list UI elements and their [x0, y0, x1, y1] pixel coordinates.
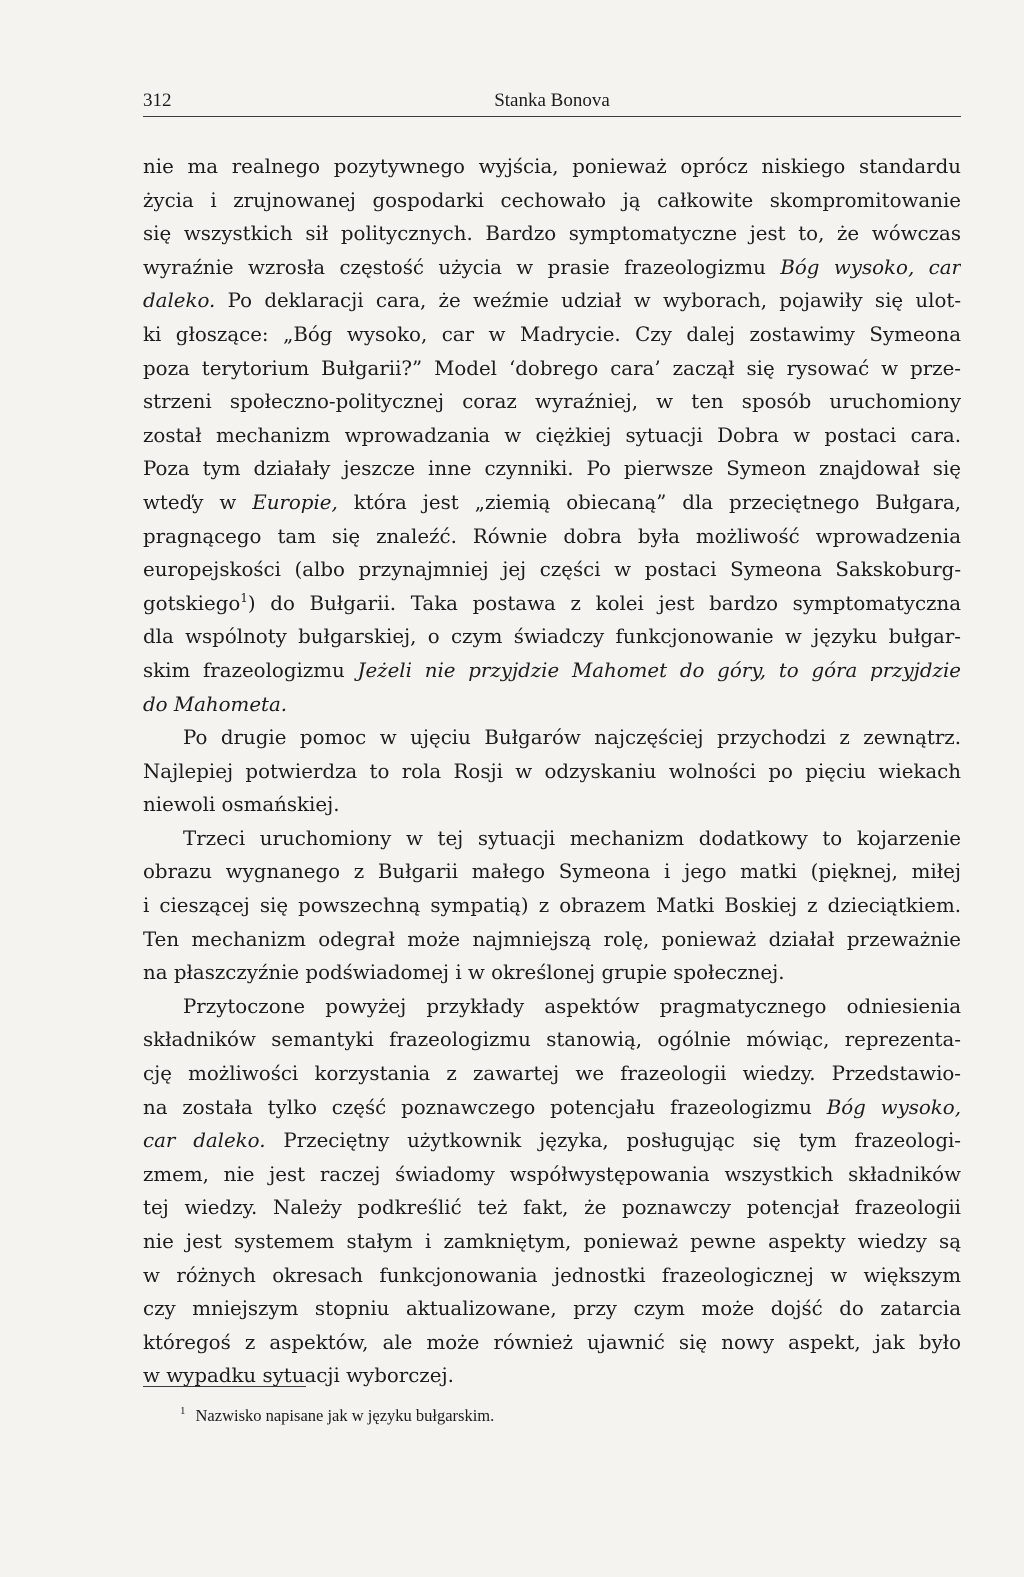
text-run: pragnącego tam się znaleźć. Równie dobra była możliwość wprowadzenia [143, 524, 961, 548]
text-line [143, 1091, 961, 1125]
running-head [143, 90, 961, 117]
text-run: Przeciętny użytkownik języka, posługując się tym frazeologi- [265, 1129, 961, 1153]
text-run: składników semantyki frazeologizmu stanowią, ogólnie mówiąc, reprezenta- [143, 1028, 961, 1052]
text-run: poza terytorium Bułgarii?” Model ‘dobrego cara’ zaczął się rysować w prze- [143, 356, 961, 380]
text-line [143, 318, 961, 352]
text-run: strzeni społeczno-politycznej coraz wyraźniej, w ten sposób uruchomiony [143, 390, 961, 414]
text-line [143, 990, 961, 1024]
text-run: Ten mechanizm odegrał może najmniejszą rolę, ponieważ działał przeważnie [143, 927, 961, 951]
text-run: życia i zrujnowanej gospodarki cechowało ją całkowite skompromitowanie [143, 188, 961, 212]
text-run: wteďy w [143, 490, 253, 514]
text-line [143, 1057, 961, 1091]
text-line [143, 385, 961, 419]
text-line [143, 1225, 961, 1259]
text-run: Trzeci uruchomiony w tej sytuacji mechanizm dodatkowy to kojarzenie [183, 826, 961, 850]
text-run: gotskiego [143, 591, 241, 615]
text-line [143, 755, 961, 789]
text-line [143, 1023, 961, 1057]
text-line [143, 1326, 961, 1360]
text-run: i cieszącej się powszechną sympatią) z obrazem Matki Boskiej z dzieciątkiem. [143, 894, 961, 918]
text-run: na została tylko część poznawczego potencjału frazeologizmu [143, 1095, 827, 1119]
italic-phrase: Bóg wysoko, car [780, 255, 961, 279]
italic-phrase: Jeżeli nie przyjdzie Mahomet do góry, to góra przyjdzie [357, 658, 961, 682]
text-line [143, 889, 961, 923]
text-run: europejskości (albo przynajmniej jej części w postaci Symeona Sakskoburg- [143, 558, 961, 582]
text-line [143, 251, 961, 285]
text-run: dla wspólnoty bułgarskiej, o czym świadczy funkcjonowanie w języku bułgar- [143, 625, 961, 649]
text-run: w różnych okresach funkcjonowania jednostki frazeologicznej w większym [143, 1263, 961, 1287]
text-line [143, 654, 961, 688]
text-run: cję możliwości korzystania z zawartej we frazeologii wiedzy. Przedstawio- [143, 1062, 961, 1086]
text-run: tej wiedzy. Należy podkreślić też fakt, że poznawczy potencjał frazeologii [143, 1196, 961, 1220]
text-line [143, 855, 961, 889]
italic-phrase: Europie, [252, 490, 338, 514]
text-line [143, 587, 961, 621]
text-run: Najlepiej potwierdza to rola Rosji w odzyskaniu wolności po pięciu wiekach [143, 759, 961, 783]
text-run: skim frazeologizmu [143, 658, 358, 682]
text-run: Po deklaracji cara, że weźmie udział w wyborach, pojawiły się ulot- [215, 289, 961, 313]
text-line [143, 721, 961, 755]
text-line [143, 419, 961, 453]
text-run: w wypadku sytuacji wyborczej. [143, 1364, 454, 1388]
text-line [143, 923, 961, 957]
italic-phrase: daleko. [143, 289, 216, 313]
text-run: nie jest systemem stałym i zamkniętym, ponieważ pewne aspekty wiedzy są [143, 1230, 961, 1253]
text-line [143, 1191, 961, 1225]
text-run: Po drugie pomoc w ujęciu Bułgarów najczęściej przychodzi z zewnątrz. [183, 726, 961, 750]
text-run: któregoś z aspektów, ale może również ujawnić się nowy aspekt, jak było [143, 1330, 961, 1354]
text-line [143, 452, 961, 486]
text-line [143, 520, 961, 554]
text-run: obrazu wygnanego z Bułgarii małego Symeona i jego matki (pięknej, miłej [143, 860, 961, 884]
text-line [143, 1259, 961, 1293]
text-line [143, 217, 961, 251]
text-run: czy mniejszym stopniu aktualizowane, przy czym może dojść do zatarcia [143, 1297, 961, 1321]
body-text [143, 150, 961, 1393]
text-run: został mechanizm wprowadzania w ciężkiej sytuacji Dobra w postaci cara. [143, 423, 961, 447]
text-run: ) do Bułgarii. Taka postawa z kolei jest bardzo symptomatyczna [247, 591, 961, 615]
footnote-mark: 1 [180, 1405, 186, 1417]
italic-phrase: do Mahometa. [143, 692, 288, 716]
text-run: Poza tym działały jeszcze inne czynniki. Po pierwsze Symeon znajdował się [143, 457, 961, 481]
text-line [143, 1158, 961, 1192]
text-run: zmem, nie jest raczej świadomy współwystępowania wszystkich składników [143, 1162, 961, 1186]
text-line [143, 184, 961, 218]
text-run: ki głoszące: „Bóg wysoko, car w Madrycie. Czy dalej zostawimy Symeona [143, 322, 961, 346]
text-line [143, 956, 961, 990]
footnote [180, 1400, 494, 1427]
text-run: niewoli osmańskiej. [143, 793, 340, 817]
text-line [143, 620, 961, 654]
text-run: nie ma realnego pozytywnego wyjścia, ponieważ oprócz niskiego standardu [143, 155, 961, 178]
text-line [143, 486, 961, 520]
running-title: Stanka Bonova [494, 90, 610, 111]
text-run: Przytoczone powyżej przykłady aspektów pragmatycznego odniesienia [183, 994, 961, 1018]
text-line [143, 688, 961, 722]
text-line [143, 1124, 961, 1158]
footnote-rule [143, 1386, 306, 1387]
text-line [143, 352, 961, 386]
italic-phrase: Bóg wysoko, [826, 1095, 961, 1119]
text-run: wyraźnie wzrosła częstość użycia w prasie frazeologizmu [143, 255, 781, 279]
text-line [143, 788, 961, 822]
text-line [143, 1292, 961, 1326]
text-line [143, 553, 961, 587]
text-line [143, 284, 961, 318]
text-line [143, 822, 961, 856]
footnote-text: Nazwisko napisane jak w języku bułgarskim. [195, 1406, 495, 1425]
text-line [143, 1359, 961, 1393]
page-number: 312 [143, 90, 172, 111]
text-run: na płaszczyźnie podświadomej i w określonej grupie społecznej. [143, 961, 785, 985]
text-run: która jest „ziemią obiecaną” dla przeciętnego Bułgara, [337, 490, 961, 514]
italic-phrase: car daleko. [143, 1129, 266, 1153]
footnote-ref: 1 [240, 590, 248, 605]
text-line [143, 150, 961, 184]
text-run: się wszystkich sił politycznych. Bardzo symptomatyczne jest to, że wówczas [143, 222, 961, 246]
